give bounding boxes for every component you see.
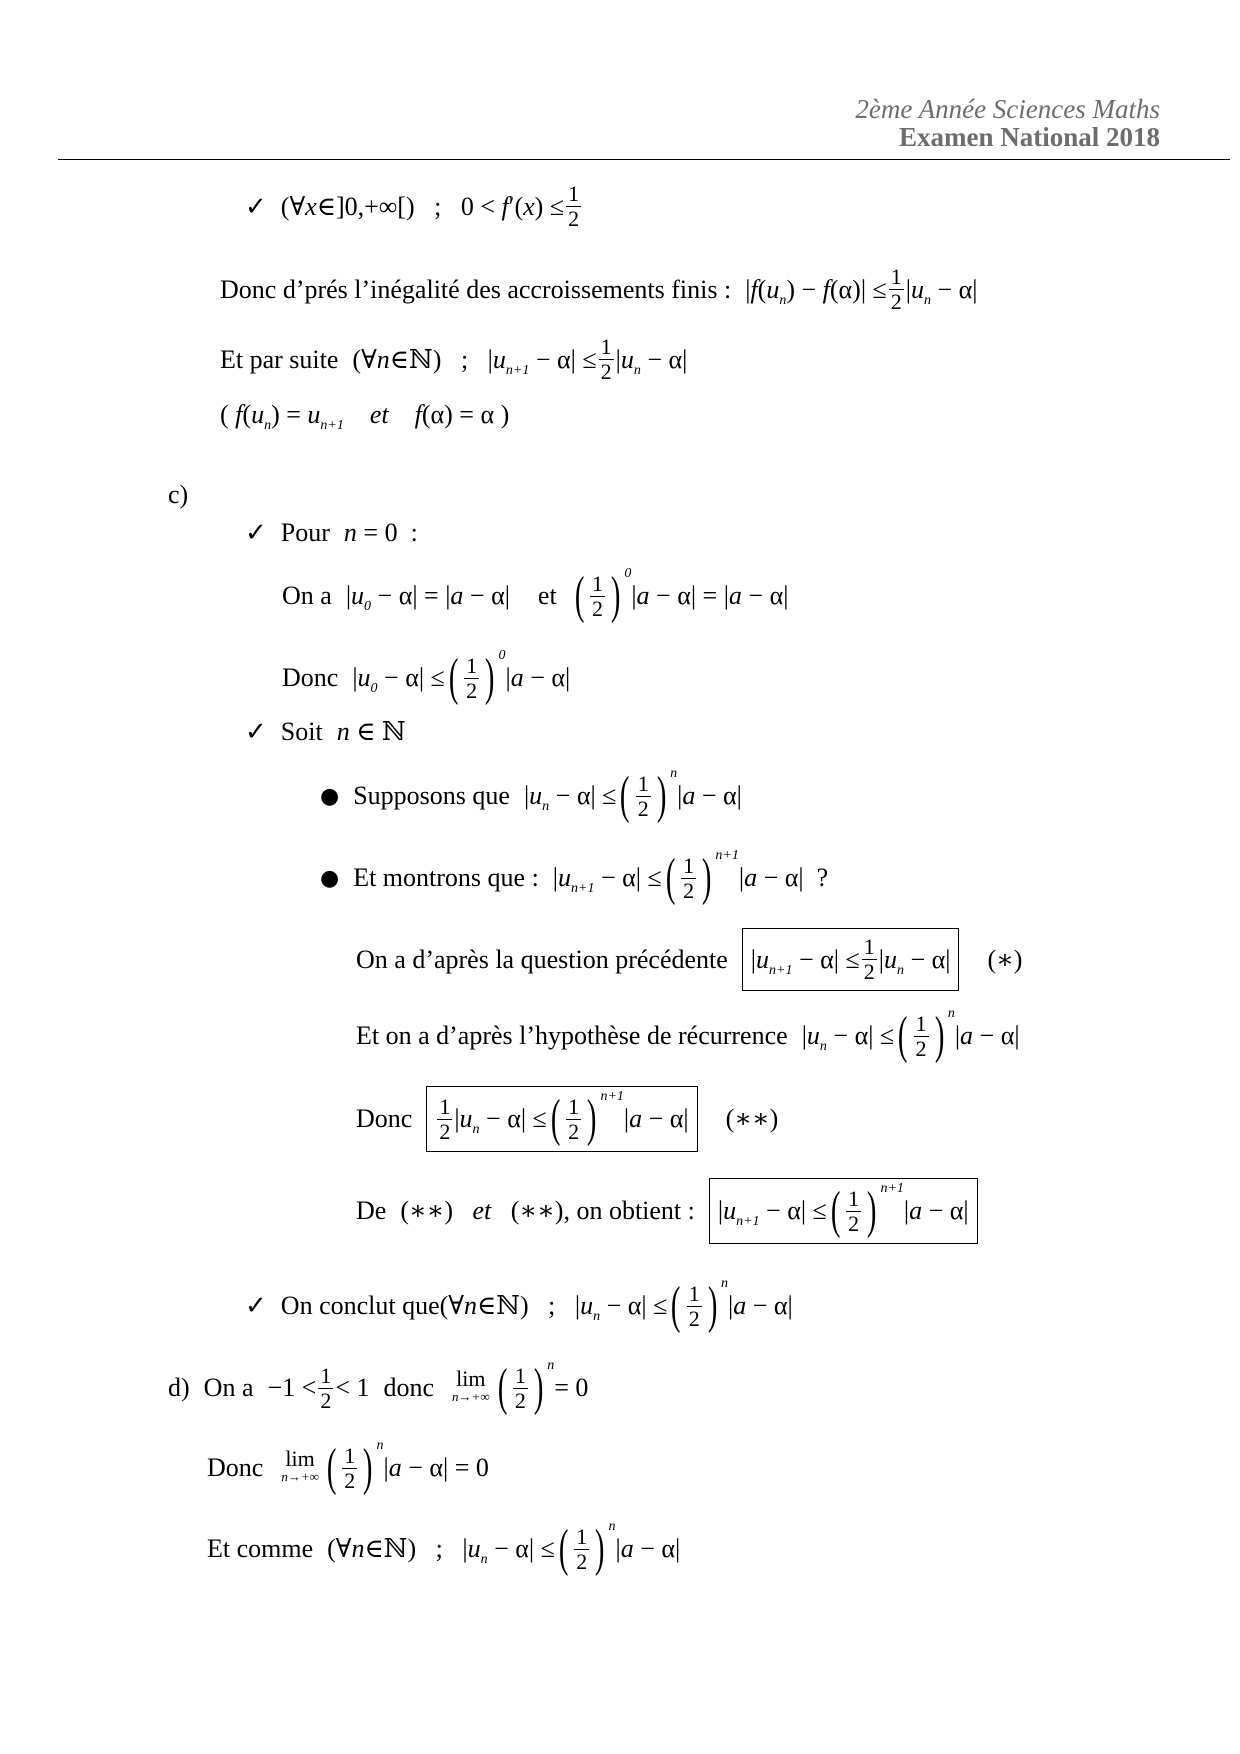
line-on-obtient: De (∗∗) et (∗∗) , on obtient : $|u_{n+1} - \alpha|$ ≤ ( $\frac{1}{2}$ ) n+1 |a − α| <box>356 1178 978 1244</box>
line-question-precedente: On a d’après la question précédente $|u_{n+1} - \alpha|$ ≤ $\frac{1}{2}$ $|u_n - \alpha|$ (∗) <box>356 928 1022 991</box>
et-comme-text: Et comme <box>207 1534 314 1563</box>
on-a-text: On a <box>282 581 332 610</box>
line-on-a-u0: On a $|u_0 - \alpha| = |a - \alpha|$ et ( $\frac{1}{2}$ ) 0 |a − α| = |a − α| <box>282 566 789 624</box>
montrons-text: Et montrons que : <box>353 863 539 892</box>
d2-donc-text: Donc <box>207 1453 264 1482</box>
donc-text: Donc <box>282 663 339 692</box>
line-par-suite: Et par suite (∀n∈ℕ) ; $|u_{n+1} - \alpha|$ ≤ $\frac{1}{2}$ $|u_n - \alpha|$ <box>220 334 688 384</box>
donc-text-2: Donc <box>356 1104 413 1133</box>
line-montrons: ● Et montrons que : $|u_{n+1} - \alpha|$ ≤ ( $\frac{1}{2}$ ) n+1 |a − α| ? <box>320 848 829 906</box>
page-header <box>855 86 1160 154</box>
line-d-limit: d) On a −1 < $\frac{1}{2}$ < 1 donc lim n→+∞ ( $\frac{1}{2}$ ) n = 0 <box>168 1358 589 1416</box>
line-donc-boxed: Donc $\frac{1}{2}$ $|u_n - \alpha|$ ≤ ( $\frac{1}{2}$ ) n+1 |a − α| (∗∗) <box>356 1086 778 1152</box>
line-pour-n0: ✓ Pour n = 0 : <box>245 518 418 548</box>
line-donc-u0: Donc $|u_0 - \alpha|$ ≤ ( $\frac{1}{2}$ ) 0 |a − α| <box>282 648 571 706</box>
bullet-icon: ● <box>320 783 340 809</box>
et-text: et <box>537 581 557 610</box>
line-hypothese: Et on a d’après l’hypothèse de récurrence $|u_n - \alpha|$ ≤ ( $\frac{1}{2}$ ) n |a − α| <box>356 1006 1020 1064</box>
conclut-text: On conclut que <box>280 1291 440 1320</box>
check-icon: ✓ <box>245 518 267 548</box>
header-rule <box>58 159 1230 160</box>
line-derivative-bound: ✓ (∀x∈]0,+∞[) ; 0 < f′(x) ≤ $\frac{1}{2}$ <box>245 181 580 231</box>
question-mark: ? <box>816 863 829 892</box>
hypothese-text: Et on a d’après l’hypothèse de récurrence <box>356 1021 788 1050</box>
soit-text: Soit <box>280 717 323 746</box>
header-title: Examen National 2018 <box>898 122 1160 152</box>
de-text: De <box>356 1196 387 1225</box>
boxed-inequality-3: $|u_{n+1} - \alpha|$ ≤ ( $\frac{1}{2}$ ) n+1 |a − α| <box>709 1178 978 1244</box>
check-icon: ✓ <box>245 717 267 747</box>
line-supposons: ● Supposons que $|u_n - \alpha|$ ≤ ( $\frac{1}{2}$ ) n |a − α| <box>320 766 742 824</box>
par-suite-text: Et par suite <box>220 344 339 374</box>
label-d: d) <box>168 1373 190 1402</box>
line-conclut: ✓ On conclut que (∀n∈ℕ) ; $|u_n - \alpha|$ ≤ ( $\frac{1}{2}$ ) n |a − α| <box>245 1276 793 1334</box>
line-fixed-point: ( $f(u_n) = u_{n+1}$ et f(α) = α ) <box>220 400 510 433</box>
check-icon: ✓ <box>245 1291 267 1321</box>
line-d-donc-limit: Donc lim n→+∞ ( $\frac{1}{2}$ ) n |a − α| = 0 <box>207 1438 489 1496</box>
boxed-inequality-2: $\frac{1}{2}$ $|u_n - \alpha|$ ≤ ( $\frac{1}{2}$ ) n+1 |a − α| <box>426 1086 697 1152</box>
boxed-inequality-1: $|u_{n+1} - \alpha|$ ≤ $\frac{1}{2}$ $|u_n - \alpha|$ <box>742 928 960 991</box>
question-precedente-text: On a d’après la question précédente <box>356 944 728 974</box>
bullet-icon: ● <box>320 865 340 891</box>
mvt-text: Donc d’prés l’inégalité des accroissements finis : <box>220 274 732 304</box>
pour-text: Pour <box>280 518 330 547</box>
line-d-et-comme: Et comme (∀n∈ℕ) ; $|u_n - \alpha|$ ≤ ( $\frac{1}{2}$ ) n |a − α| <box>207 1519 681 1577</box>
check-icon: ✓ <box>245 191 267 222</box>
header-subtitle: 2ème Année Sciences Maths <box>855 94 1160 124</box>
label-c: c) <box>168 480 189 509</box>
line-soit-n: ✓ Soit n ∈ ℕ <box>245 717 406 747</box>
supposons-text: Supposons que <box>353 781 510 810</box>
line-mvt: Donc d’prés l’inégalité des accroissements finis : $|f(u_n) - f(\alpha)|$ ≤ $\frac{1}{2}$ $|u_n - \alpha|$ <box>220 264 978 314</box>
d-donc-text: donc <box>383 1373 435 1402</box>
d-on-a-text: On a <box>203 1373 254 1402</box>
on-obtient-text: , on obtient : <box>563 1196 695 1225</box>
